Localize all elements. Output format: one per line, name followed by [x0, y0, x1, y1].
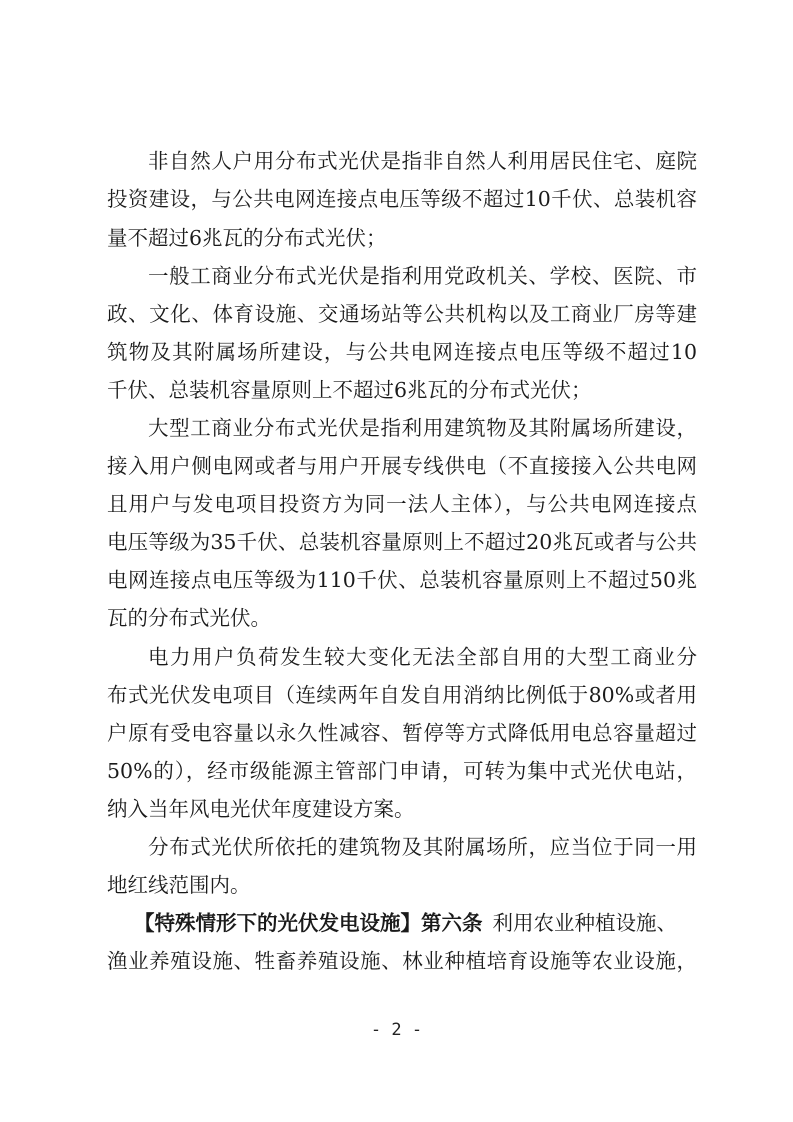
- article-6-line-1: [134, 908, 697, 938]
- paragraph-1-line-2: 投资建设，与公共电网连接点电压等级不超过10千伏、总装机容: [107, 187, 697, 211]
- paragraph-3-line-6: 瓦的分布式光伏。: [107, 606, 271, 630]
- paragraph-4-line-4: 50%的），经市级能源主管部门申请，可转为集中式光伏电站，: [107, 759, 697, 783]
- article-6-line-2: 渔业养殖设施、牲畜养殖设施、林业种植培育设施等农业设施，: [107, 949, 697, 973]
- paragraph-3-line-3: 且用户与发电项目投资方为同一法人主体），与公共电网连接点: [107, 492, 697, 516]
- paragraph-3-line-5: 电网连接点电压等级为110千伏、总装机容量原则上不超过50兆: [107, 568, 697, 592]
- article-heading: 【特殊情形下的光伏发电设施】第六条: [134, 911, 483, 935]
- article-6-text-start: 利用农业种植设施、: [492, 911, 677, 935]
- paragraph-3-line-1: 大型工商业分布式光伏是指利用建筑物及其附属场所建设，: [148, 416, 697, 440]
- paragraph-1-line-3: 量不超过6兆瓦的分布式光伏；: [107, 226, 387, 250]
- paragraph-2-line-1: 一般工商业分布式光伏是指利用党政机关、学校、医院、市: [148, 264, 697, 288]
- paragraph-2-line-4: 千伏、总装机容量原则上不超过6兆瓦的分布式光伏；: [107, 378, 592, 402]
- paragraph-2-line-3: 筑物及其附属场所建设，与公共电网连接点电压等级不超过10: [107, 340, 697, 364]
- paragraph-2-line-2: 政、文化、体育设施、交通场站等公共机构以及工商业厂房等建: [107, 302, 697, 326]
- page-number: - 2 -: [370, 1020, 423, 1040]
- paragraph-5-line-2: 地红线范围内。: [107, 873, 251, 897]
- paragraph-3-line-2: 接入用户侧电网或者与用户开展专线供电（不直接接入公共电网: [107, 454, 697, 478]
- paragraph-4-line-3: 户原有受电容量以永久性减容、暂停等方式降低用电总容量超过: [107, 721, 697, 745]
- paragraph-1-line-1: 非自然人户用分布式光伏是指非自然人利用居民住宅、庭院: [148, 149, 697, 173]
- paragraph-4-line-1: 电力用户负荷发生较大变化无法全部自用的大型工商业分: [148, 645, 697, 669]
- paragraph-3-line-4: 电压等级为35千伏、总装机容量原则上不超过20兆瓦或者与公共: [107, 530, 697, 554]
- paragraph-5-line-1: 分布式光伏所依托的建筑物及其附属场所，应当位于同一用: [148, 835, 697, 859]
- paragraph-4-line-5: 纳入当年风电光伏年度建设方案。: [107, 797, 415, 821]
- paragraph-4-line-2: 布式光伏发电项目（连续两年自发自用消纳比例低于80%或者用: [107, 683, 697, 707]
